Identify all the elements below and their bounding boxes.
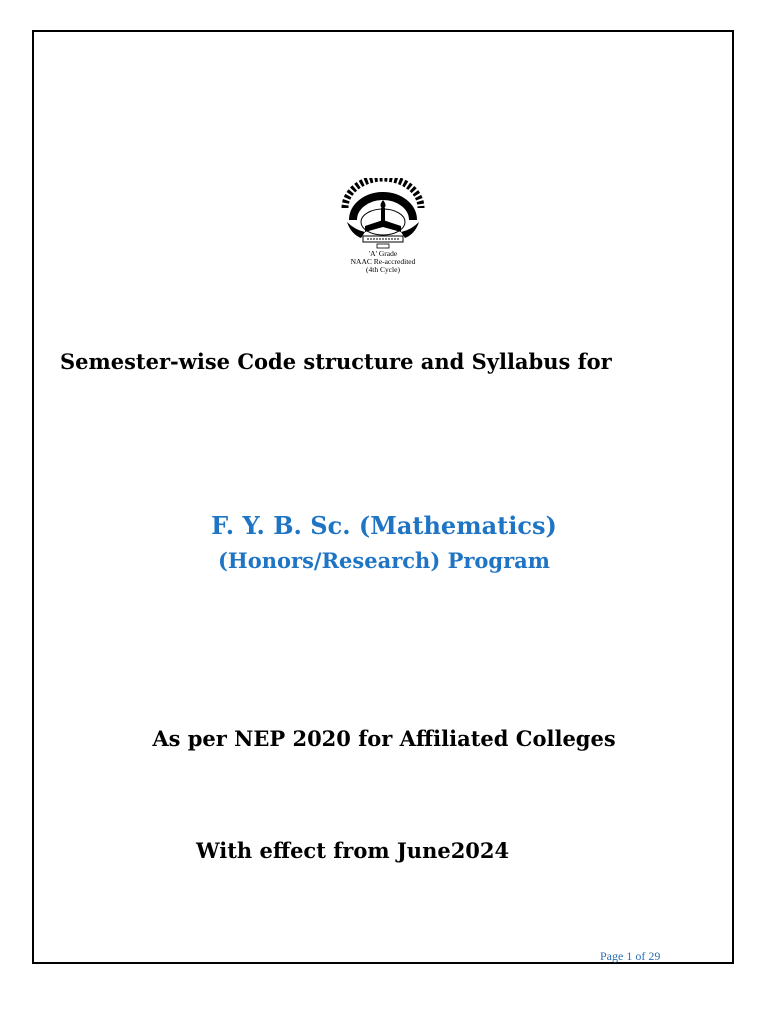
effect-date-line: With effect from June2024 xyxy=(196,838,510,863)
logo-accreditation-text: NAAC Re-accredited xyxy=(350,257,416,266)
university-logo xyxy=(337,178,429,278)
program-subtitle: (Honors/Research) Program xyxy=(217,548,551,573)
logo-grade-text: 'A' Grade xyxy=(368,249,398,258)
syllabus-heading: Semester-wise Code structure and Syllabus for xyxy=(60,349,612,374)
page-border xyxy=(32,30,734,964)
program-title: F. Y. B. Sc. (Mathematics) xyxy=(211,511,557,540)
page-number: Page 1 of 29 xyxy=(600,949,661,963)
logo-cycle-text: (4th Cycle) xyxy=(366,265,400,274)
nep-line: As per NEP 2020 for Affiliated Colleges xyxy=(152,726,616,751)
